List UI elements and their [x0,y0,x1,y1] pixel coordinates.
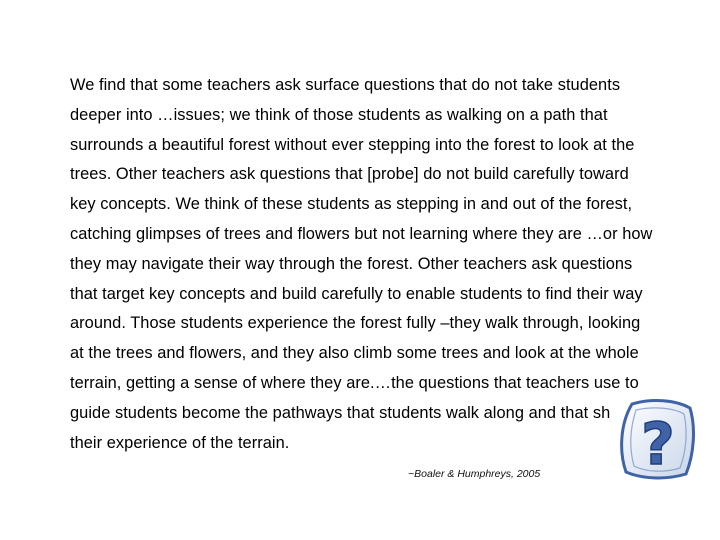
quote-line: catching glimpses of trees and flowers but not learning where they are …or how [70,224,653,243]
quote-line: surrounds a beautiful forest without ever stepping into the forest to look at the [70,135,635,154]
svg-text:?: ? [641,410,675,478]
quote-line: that target key concepts and build carefully to enable students to find their way [70,284,643,303]
quote-line: their experience of the terrain. [70,433,290,452]
quote-line: deeper into …issues; we think of those students as walking on a path that [70,105,608,124]
quote-paragraph [70,71,710,458]
question-mark-icon [618,398,696,480]
quote-line: around. Those students experience the forest fully –they walk through, looking [70,314,641,333]
quote-line: key concepts. We think of these students as stepping in and out of the forest, [70,195,633,214]
quote-line: at the trees and flowers, and they also climb some trees and look at the whole [70,344,639,363]
attribution: ~Boaler & Humphreys, 2005 [408,468,541,480]
quote-line: terrain, getting a sense of where they are.…the questions that teachers use to [70,373,639,392]
quote-line: We find that some teachers ask surface questions that do not take students [70,76,621,94]
quote-line: trees. Other teachers ask questions that [probe] do not build carefully toward [70,165,629,184]
quote-line: they may navigate their way through the forest. Other teachers ask questions [70,254,633,273]
quote-line: guide students become the pathways that students walk along and that sh [70,403,611,422]
